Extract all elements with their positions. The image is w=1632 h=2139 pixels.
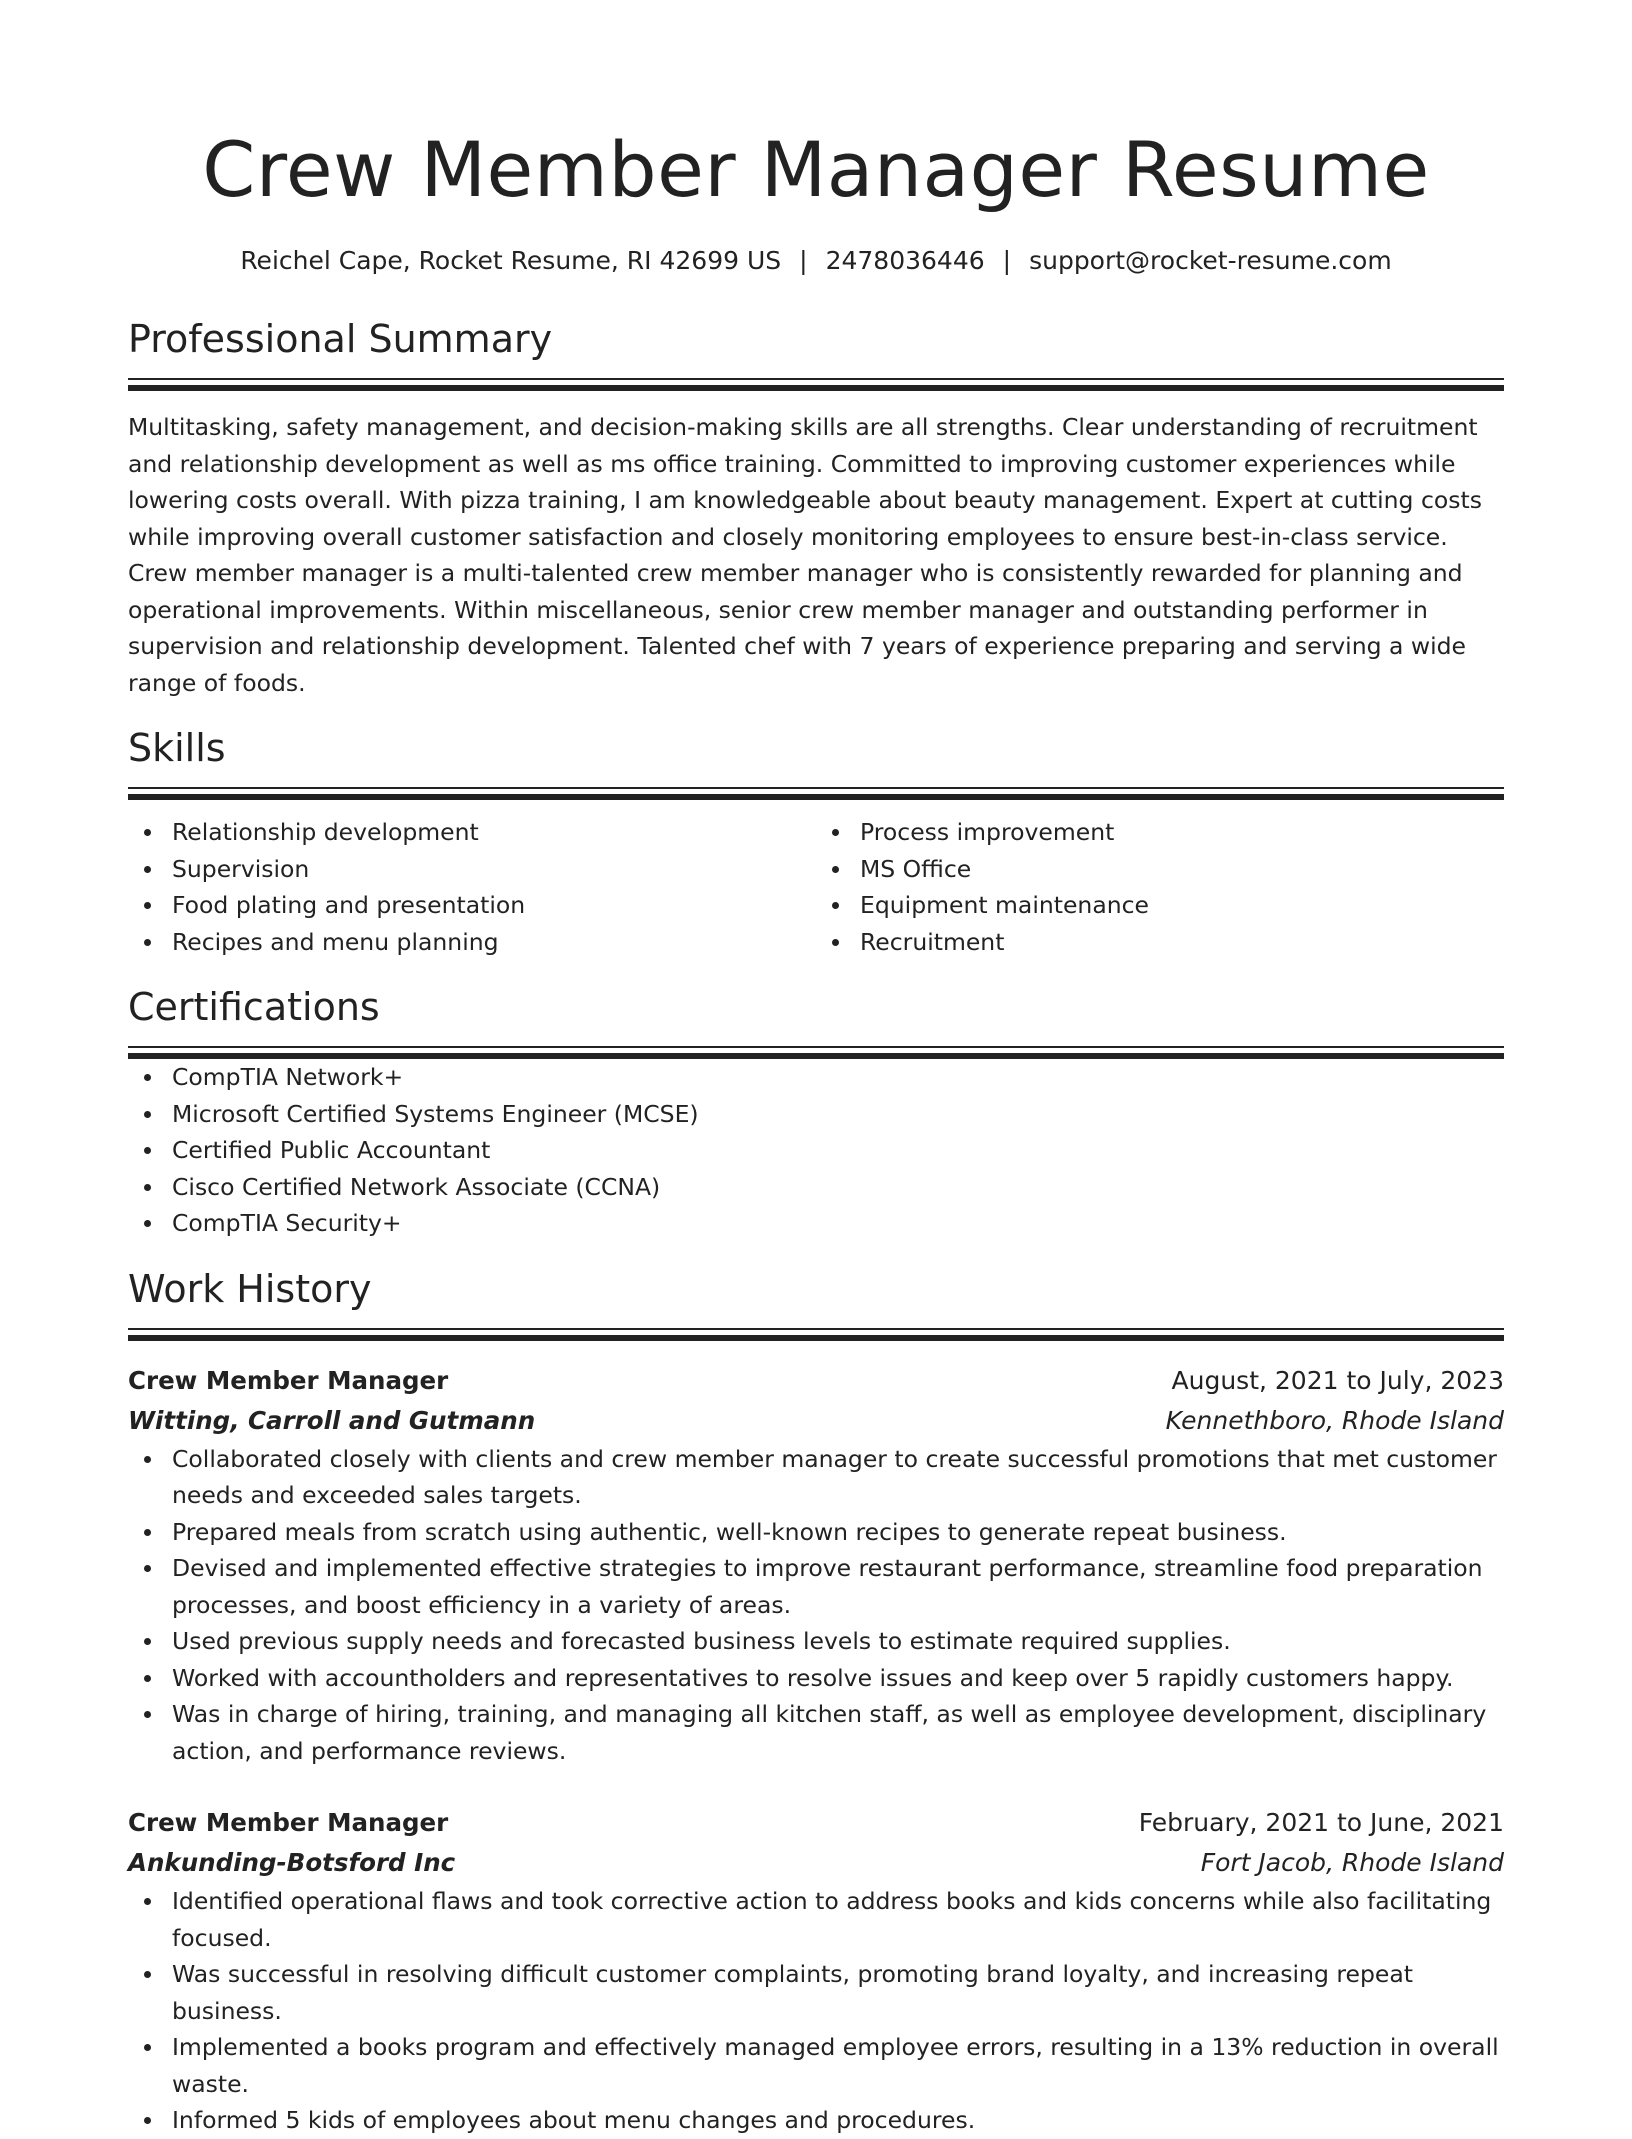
job-duty-item: Was in charge of hiring, training, and managing all kitchen staff, as well as employee development, disciplinary action, and performance reviews. xyxy=(128,1696,1504,1769)
job-duty-item: Collaborated closely with clients and crew member manager to create successful promotions that met customer needs and exceeded sales targets. xyxy=(128,1441,1504,1514)
job-duties-list xyxy=(128,1883,1504,2139)
certifications-section xyxy=(128,982,1504,1242)
job-header-row xyxy=(128,1361,1504,1401)
job-location: Kennethboro, Rhode Island xyxy=(1165,1405,1504,1435)
section-divider xyxy=(128,1328,1504,1341)
contact-address: Reichel Cape, Rocket Resume, RI 42699 US xyxy=(240,246,782,275)
summary-text: Multitasking, safety management, and decision-making skills are all strengths. Clear understanding of recruitment and relationship development as well as ms office training. Committed to improving customer experiences while lowering costs overall. With pizza training, I am knowledgeable about beauty management. Expert at cutting costs while improving overall customer satisfaction and closely monitoring employees to ensure best-in-class service. Crew member manager is a multi-talented crew member manager who is consistently rewarded for planning and operational improvements. Within miscellaneous, senior crew member manager and outstanding performer in supervision and relationship development. Talented chef with 7 years of experience preparing and serving a wide range of foods. xyxy=(128,413,1482,697)
job-entry xyxy=(128,1361,1504,1770)
section-divider xyxy=(128,378,1504,391)
job-company-row xyxy=(128,1401,1504,1441)
job-duty-item: Devised and implemented effective strategies to improve restaurant performance, streamline food preparation processes, and boost efficiency in a variety of areas. xyxy=(128,1550,1504,1623)
skill-item: Relationship development xyxy=(128,814,816,851)
certification-item: Microsoft Certified Systems Engineer (MCSE) xyxy=(128,1096,1504,1133)
certification-item: CompTIA Network+ xyxy=(128,1059,1504,1096)
section-divider xyxy=(128,787,1504,800)
job-company: Witting, Carroll and Gutmann xyxy=(128,1405,536,1435)
job-duty-item: Worked with accountholders and representatives to resolve issues and keep over 5 rapidly customers happy. xyxy=(128,1660,1504,1697)
certification-item: Cisco Certified Network Associate (CCNA) xyxy=(128,1169,1504,1206)
certifications-list xyxy=(128,1059,1504,1242)
summary-heading: Professional Summary xyxy=(128,317,553,361)
job-dates: February, 2021 to June, 2021 xyxy=(1138,1808,1504,1837)
contact-separator: | xyxy=(799,246,808,275)
job-company-row xyxy=(128,1843,1504,1883)
job-duty-item: Prepared meals from scratch using authentic, well-known recipes to generate repeat business. xyxy=(128,1514,1504,1551)
resume-title: Crew Member Manager Resume xyxy=(202,125,1430,214)
contact-line xyxy=(128,244,1504,278)
job-company: Ankunding-Botsford Inc xyxy=(128,1848,456,1877)
work-history-section xyxy=(128,1264,1504,2139)
skills-left-column xyxy=(128,814,816,960)
contact-email: support@rocket-resume.com xyxy=(1029,246,1392,275)
contact-separator: | xyxy=(1002,246,1012,275)
skills-grid xyxy=(128,814,1504,960)
job-duty-item: Was successful in resolving difficult customer complaints, promoting brand loyalty, and increasing repeat business. xyxy=(128,1956,1504,2029)
job-duty-item: Implemented a books program and effectively managed employee errors, resulting in a 13% reduction in overall waste. xyxy=(128,2029,1504,2102)
job-dates: August, 2021 to July, 2023 xyxy=(1171,1365,1504,1395)
skill-item: MS Office xyxy=(816,851,1504,888)
skill-item: Recipes and menu planning xyxy=(128,924,816,961)
certification-item: CompTIA Security+ xyxy=(128,1205,1504,1242)
skill-item: Equipment maintenance xyxy=(816,887,1504,924)
skill-item: Process improvement xyxy=(816,814,1504,851)
section-divider xyxy=(128,1046,1504,1059)
skills-heading: Skills xyxy=(128,726,226,770)
certification-item: Certified Public Accountant xyxy=(128,1132,1504,1169)
skill-item: Supervision xyxy=(128,851,816,888)
job-duties-list xyxy=(128,1441,1504,1770)
job-duty-item: Identified operational flaws and took corrective action to address books and kids concerns while also facilitating focused. xyxy=(128,1883,1504,1956)
job-header-row xyxy=(128,1803,1504,1843)
summary-section xyxy=(128,314,1504,701)
skill-item: Food plating and presentation xyxy=(128,887,816,924)
skills-right-column xyxy=(816,814,1504,960)
skill-item: Recruitment xyxy=(816,924,1504,961)
skills-section xyxy=(128,723,1504,960)
job-entry xyxy=(128,1803,1504,2139)
certifications-heading: Certifications xyxy=(128,985,380,1029)
job-title: Crew Member Manager xyxy=(128,1365,449,1395)
job-location: Fort Jacob, Rhode Island xyxy=(1200,1848,1504,1877)
job-duty-item: Used previous supply needs and forecasted business levels to estimate required supplies. xyxy=(128,1623,1504,1660)
work-history-heading: Work History xyxy=(128,1266,372,1311)
job-duty-item: Informed 5 kids of employees about menu changes and procedures. xyxy=(128,2102,1504,2139)
contact-phone: 2478036446 xyxy=(825,246,985,275)
job-title: Crew Member Manager xyxy=(128,1808,449,1837)
